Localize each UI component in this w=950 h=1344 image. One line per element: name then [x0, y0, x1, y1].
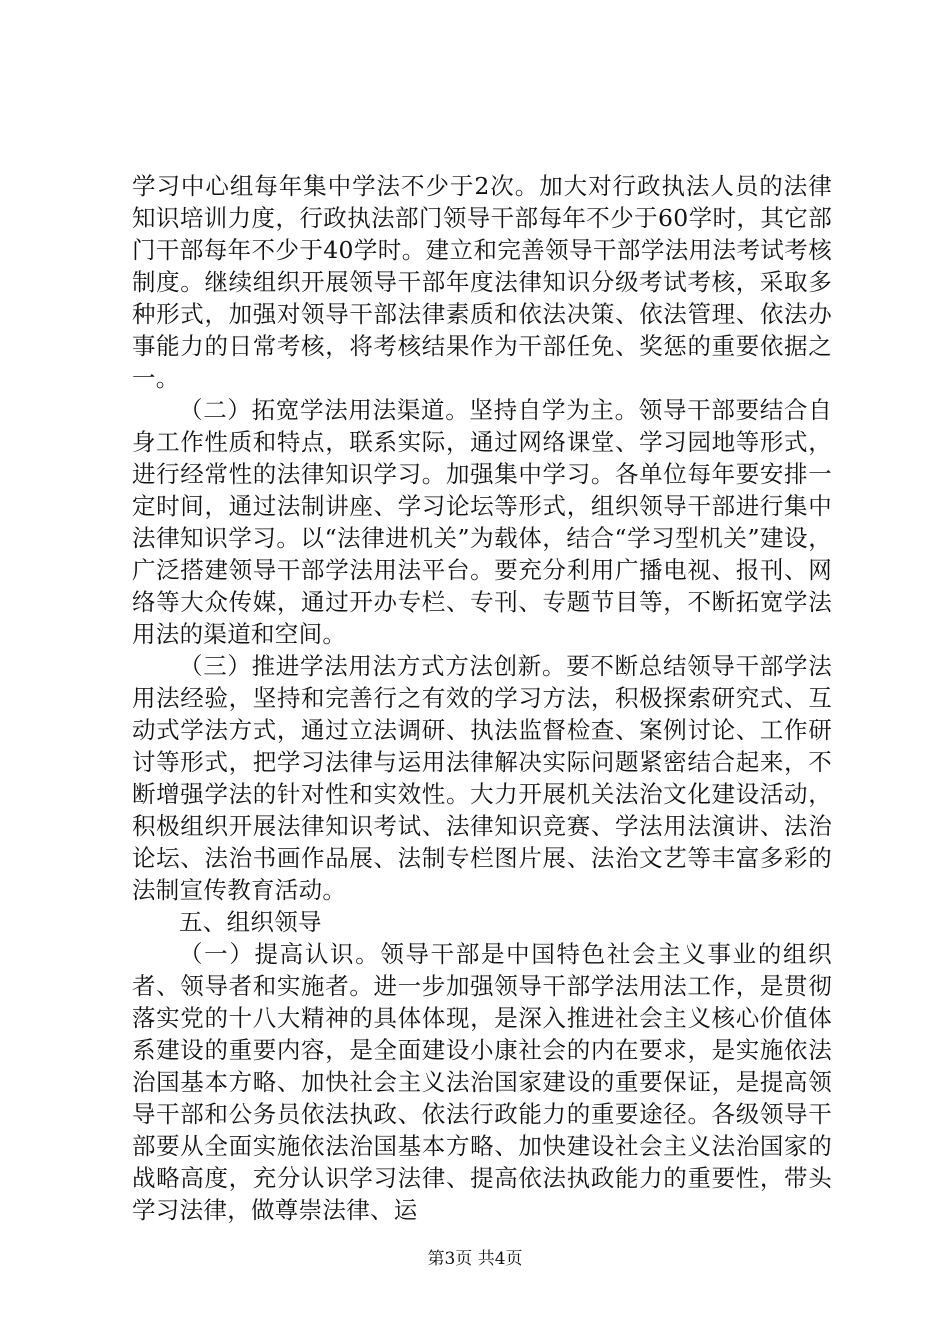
paragraph-subsection-1: （一）提高认识。领导干部是中国特色社会主义事业的组织者、领导者和实施者。进一步加强领导干部学法用法工作，是贯彻落实党的十八大精神的具体体现，是深入推进社会主义核心价值体系建设的重要内容，是全面建设小康社会的内在要求，是实施依法治国基本方略、加快社会主义法治国家建设的重要保证，是提高领导干部和公务员依法执政、依法行政能力的重要途径。各级领导干部要从全面实施依法治国基本方略、加快建设社会主义法治国家的战略高度，充分认识学习法律、提高依法执政能力的重要性，带头学习法律，做尊崇法律、运: [132, 940, 832, 1224]
document-body: [132, 170, 832, 1226]
section-heading: 五、组织领导: [179, 908, 322, 936]
paragraph-section-3: （三）推进学法用法方式方法创新。要不断总结领导干部学法用法经验，坚持和完善行之有效的学习方法，积极探索研究式、互动式学法方式，通过立法调研、执法监督检查、案例讨论、工作研讨等形式，把学习法律与运用法律解决实际问题紧密结合起来，不断增强学法的针对性和实效性。大力开展机关法治文化建设活动，积极组织开展法律知识考试、法律知识竞赛、学法用法演讲、法治论坛、法治书画作品展、法制专栏图片展、法治文艺等丰富多彩的法制宣传教育活动。: [132, 652, 832, 904]
paragraph-section-2: （二）拓宽学法用法渠道。坚持自学为主。领导干部要结合自身工作性质和特点，联系实际，通过网络课堂、学习园地等形式，进行经常性的法律知识学习。加强集中学习。各单位每年要安排一定时间，通过法制讲座、学习论坛等形式，组织领导干部进行集中法律知识学习。以“法律进机关”为载体，结合“学习型机关”建设，广泛搭建领导干部学法用法平台。要充分利用广播电视、报刊、网络等大众传媒，通过开办专栏、专刊、专题节目等，不断拓宽学法用法的渠道和空间。: [132, 396, 832, 648]
paragraph-continuation: 学习中心组每年集中学法不少于2次。加大对行政执法人员的法律知识培训力度，行政执法部门领导干部每年不少于60学时，其它部门干部每年不少于40学时。建立和完善领导干部学法用法考试考核制度。继续组织开展领导干部年度法律知识分级考试考核，采取多种形式，加强对领导干部法律素质和依法决策、依法管理、依法办事能力的日常考核，将考核结果作为干部任免、奖惩的重要依据之一。: [132, 172, 832, 392]
page-number-footer: 第3页 共4页: [427, 1249, 523, 1269]
